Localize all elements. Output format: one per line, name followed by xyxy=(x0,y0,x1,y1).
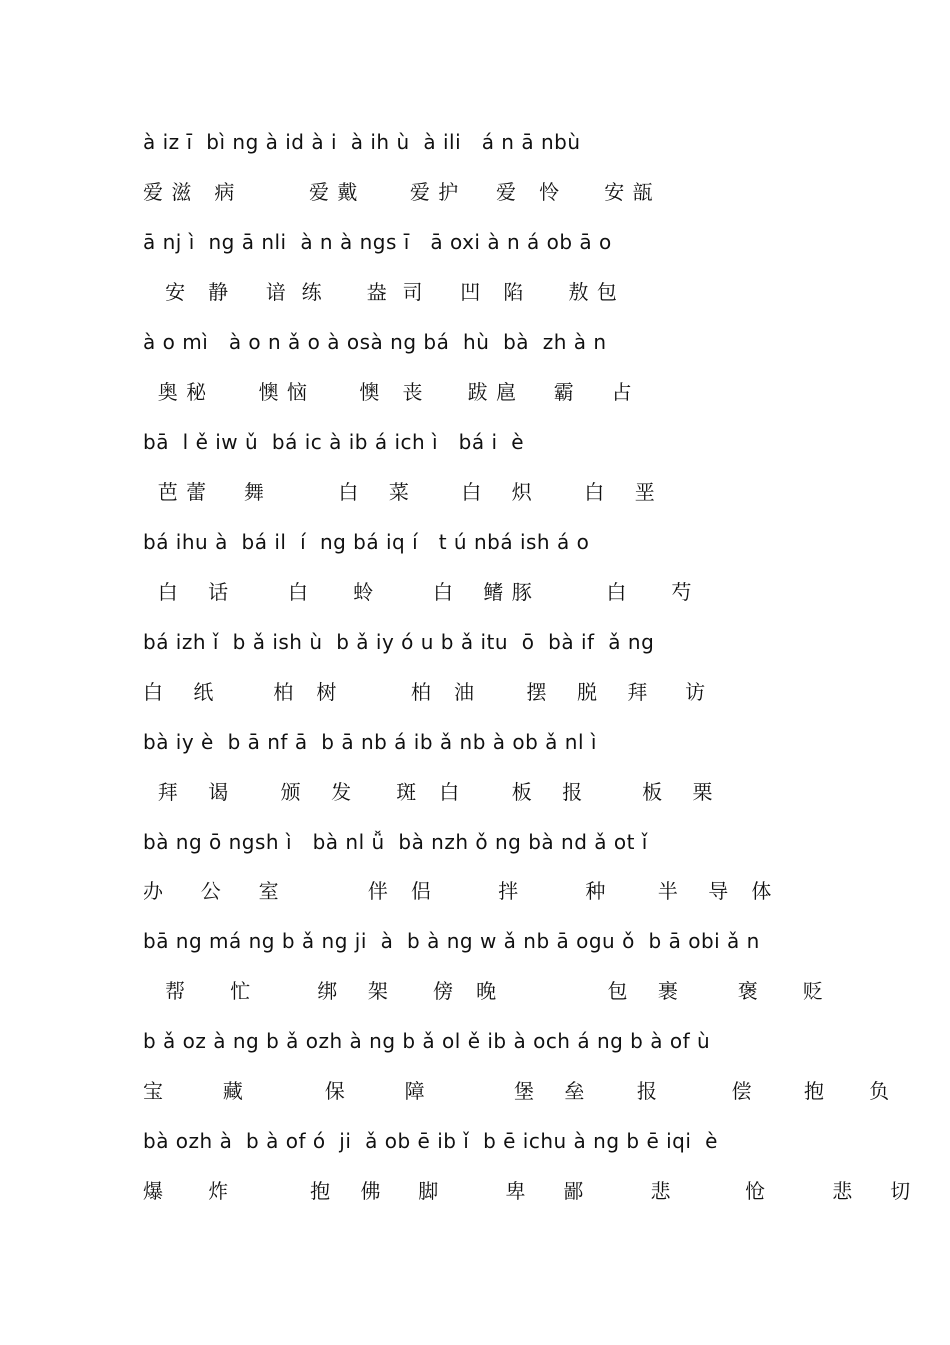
hanzi-line-3: 奥 秘 懊 恼 懊 丧 跋 扈 霸 占 xyxy=(143,380,633,404)
hanzi-line-2: 安 静 谙 练 盎 司 凹 陷 敖 包 xyxy=(143,280,618,304)
pinyin-line-4: bā l ě iw ǔ bá ic à ib á ich ì bá i è xyxy=(143,430,525,454)
hanzi-line-4: 芭 蕾 舞 白 菜 白 炽 白 垩 xyxy=(143,480,656,504)
hanzi-line-7: 拜 谒 颁 发 斑 白 板 报 板 栗 xyxy=(143,780,714,804)
pinyin-line-2: ā nj ì ng ā nli à n à ngs ī ā oxi à n á ob ā o xyxy=(143,230,612,254)
pinyin-line-5: bá ihu à bá il í ng bá iq í t ú nbá ish á o xyxy=(143,530,590,554)
hanzi-line-6: 白 纸 柏 树 柏 油 摆 脱 拜 访 xyxy=(143,680,707,704)
pinyin-line-7: bà iy è b ā nf ā b ā nb á ib ǎ nb à ob ǎ nl ì xyxy=(143,730,597,754)
pinyin-line-1: à iz ī bì ng à id à i à ih ù à ili á n ā nbù xyxy=(143,130,581,154)
hanzi-line-1: 爱 滋 病 爱 戴 爱 护 爱 怜 安 瓿 xyxy=(143,180,654,204)
pinyin-line-11: bà ozh à b à of ó ji ǎ ob ē ib ǐ b ē ichu à ng b ē iqi è xyxy=(143,1129,718,1153)
pinyin-line-6: bá izh ǐ b ǎ ish ù b ǎ iy ó u b ǎ itu ō bà if ǎ ng xyxy=(143,630,655,654)
hanzi-line-9: 帮 忙 绑 架 傍 晚 包 裹 褒 贬 xyxy=(143,979,824,1003)
hanzi-line-10: 宝 藏 保 障 堡 垒 报 偿 抱 负 xyxy=(143,1079,891,1103)
hanzi-line-8: 办 公 室 伴 侣 拌 种 半 导 体 xyxy=(143,879,773,903)
pinyin-line-10: b ǎ oz à ng b ǎ ozh à ng b ǎ ol ě ib à och á ng b à of ù xyxy=(143,1029,711,1053)
hanzi-line-11: 爆 炸 抱 佛 脚 卑 鄙 悲 怆 悲 切 xyxy=(143,1179,912,1203)
hanzi-line-5: 白 话 白 蛉 白 鳍 豚 白 芍 xyxy=(143,580,693,604)
pinyin-line-8: bà ng ō ngsh ì bà nl ǚ bà nzh ǒ ng bà nd ǎ ot ǐ xyxy=(143,830,648,854)
pinyin-line-9: bā ng má ng b ǎ ng ji à b à ng w ǎ nb ā ogu ǒ b ā obi ǎ n xyxy=(143,929,760,953)
pinyin-line-3: à o mì à o n ǎ o à osà ng bá hù bà zh à n xyxy=(143,330,607,354)
